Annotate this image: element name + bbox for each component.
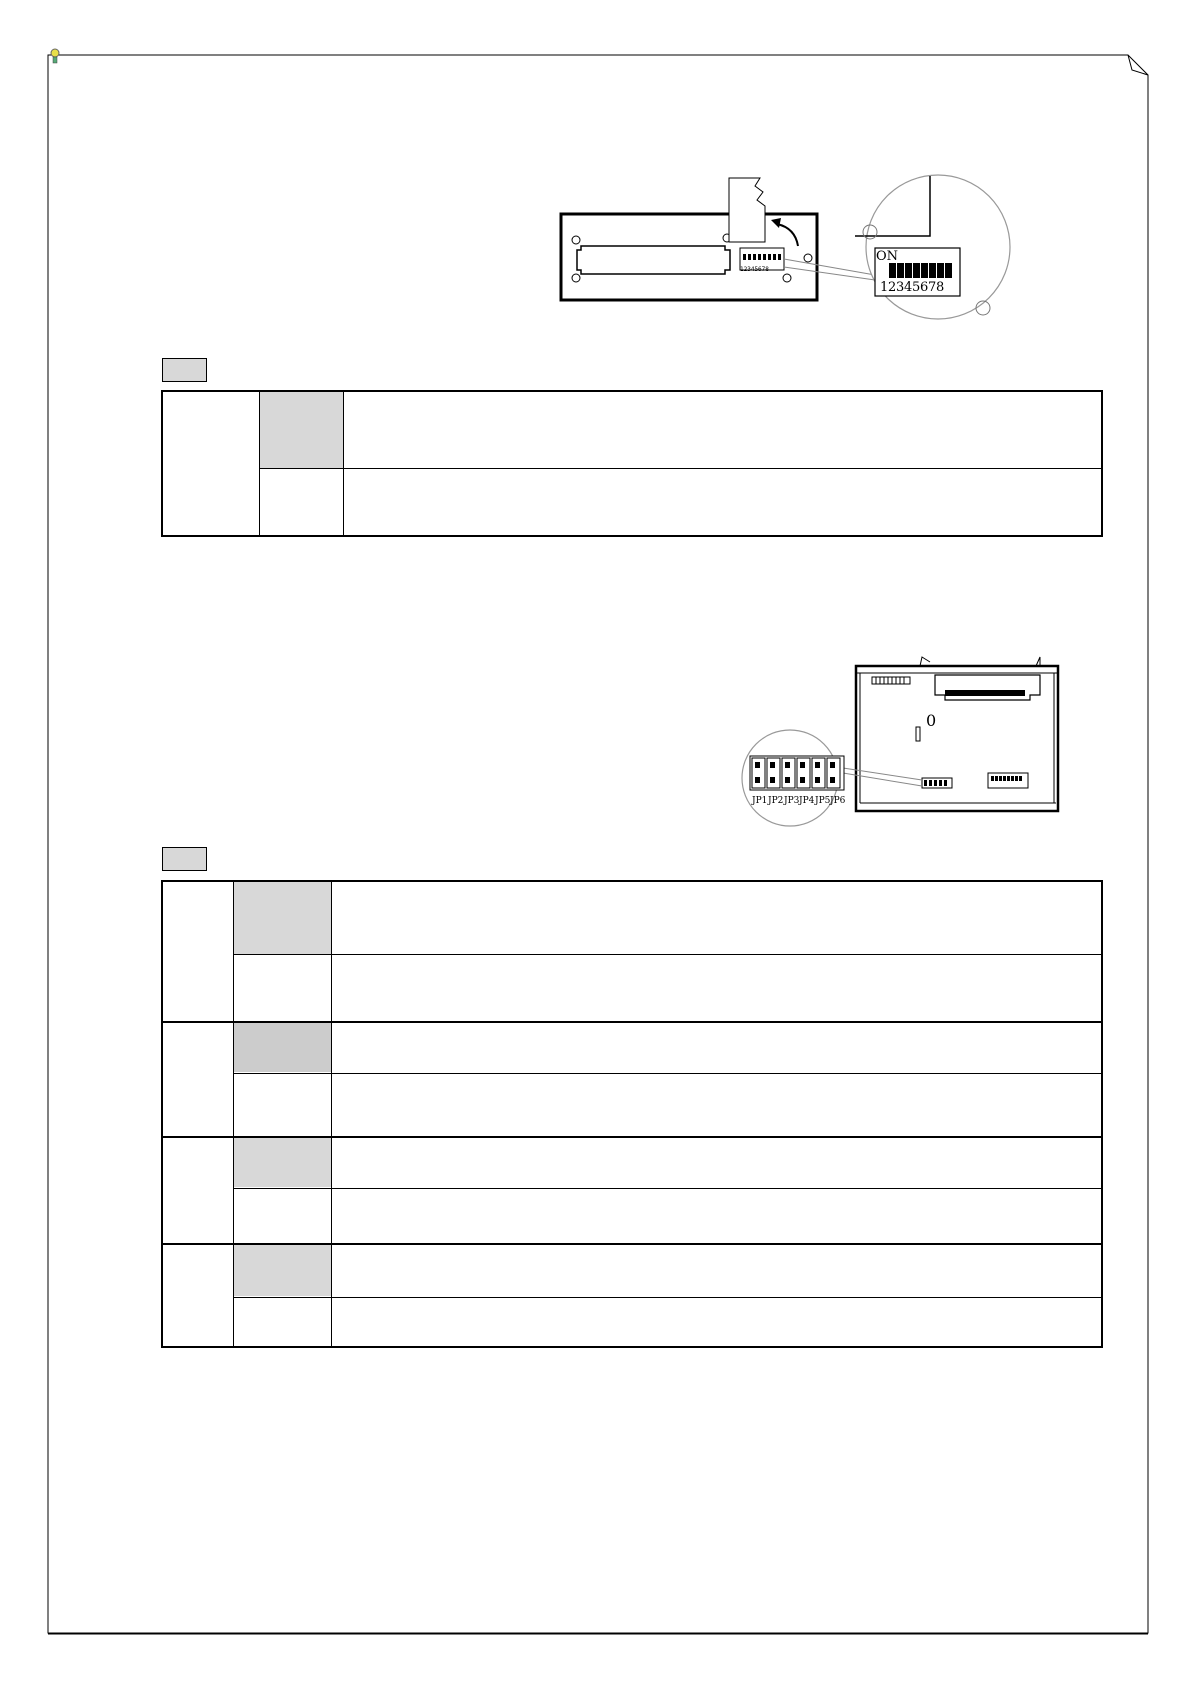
jumper-label-jp3: JP3 <box>784 796 800 806</box>
board-digit: 0 <box>926 711 937 730</box>
table1-divider-2 <box>343 392 344 537</box>
jumper-label-jp2: JP2 <box>768 796 784 806</box>
table1 <box>161 390 1103 537</box>
table1-tag <box>162 358 207 382</box>
table2-group-divider-2 <box>163 1136 1103 1138</box>
dip-number-4: 4 <box>904 280 913 295</box>
table2-row-divider-3 <box>233 1188 1103 1189</box>
table1-row-divider <box>259 468 1103 469</box>
table2-divider-1 <box>233 882 234 1348</box>
table2-row-divider-4 <box>233 1297 1103 1298</box>
table2-shaded-cell-4 <box>233 1244 331 1296</box>
jumper-label-jp4: JP4 <box>799 796 815 806</box>
table2-shaded-cell-3 <box>233 1137 331 1187</box>
pin-icon <box>49 47 61 65</box>
table2-group-divider-1 <box>163 1021 1103 1023</box>
dip-small-numbers <box>740 263 785 273</box>
table2 <box>161 880 1103 1348</box>
dip-labels <box>875 248 965 298</box>
table2-group-divider-3 <box>163 1243 1103 1245</box>
dip-number-6: 6 <box>920 280 929 295</box>
table2-divider-2 <box>331 882 332 1348</box>
jumper-label-jp1: JP1 <box>752 796 768 806</box>
table2-shaded-cell-1 <box>233 882 331 954</box>
jumper-label-jp5: JP5 <box>815 796 831 806</box>
table1-shaded-cell <box>259 392 343 468</box>
table2-tag <box>162 847 207 871</box>
table1-divider-1 <box>259 392 260 537</box>
jumper-board-figure <box>740 655 1070 845</box>
jumper-label-jp6: JP6 <box>830 796 846 806</box>
dip-number-1: 1 <box>880 280 889 295</box>
dip-number-2: 2 <box>888 280 897 295</box>
dip-number-8: 8 <box>936 280 945 295</box>
table2-shaded-cell-2 <box>233 1022 331 1072</box>
table2-row-divider-1 <box>233 954 1103 955</box>
dip-number-7: 7 <box>928 280 937 295</box>
dip-on-label: ON <box>876 249 899 264</box>
table2-row-divider-2 <box>233 1073 1103 1074</box>
dip-number-5: 5 <box>912 280 921 295</box>
dip-small-number-row: 12345678 <box>740 266 769 273</box>
dip-number-3: 3 <box>896 280 905 295</box>
